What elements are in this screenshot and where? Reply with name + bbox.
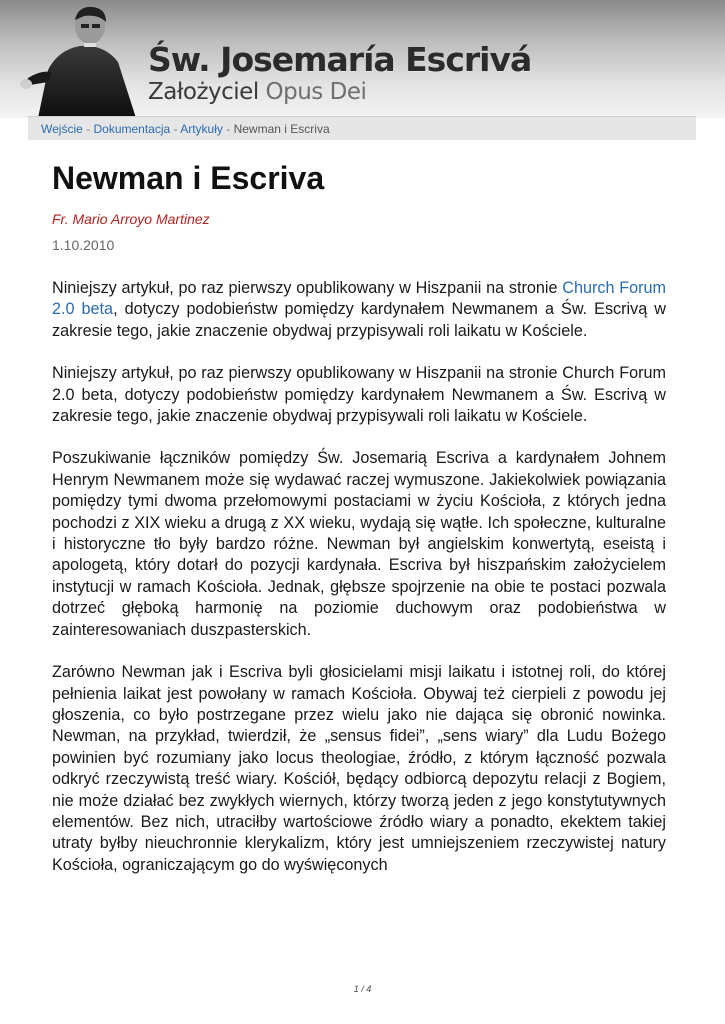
site-subtitle [148,79,366,105]
site-header [0,0,725,118]
breadcrumb-separator: - [226,122,231,136]
breadcrumb-link-documentation[interactable]: Dokumentacja [93,122,171,136]
site-subtitle-opus-dei: Opus Dei [265,79,367,105]
breadcrumb-separator: - [173,122,178,136]
breadcrumb-separator: - [86,122,91,136]
breadcrumb-link-articles[interactable]: Artykuły [180,122,223,136]
paragraph-3: Poszukiwanie łączników pomiędzy Św. Josemarią Escriva a kardynałem Johnem Henrym Newmanem może się wydawać raczej wymuszone. Jakiekolwiek powiązania pomiędzy tymi dwoma przełomowymi postaciami w życiu Kościoła, z których jedna pochodzi z XIX wieku a drugą z XX wieku, wydają się wątłe. Ich społeczne, kulturalne i historyczne tło były bardzo różne. Newman był angielskim konwertytą, eseistą i apologetą, który dotarł do pozycji kardynała. Escriva był hiszpańskim założycielem instytucji w ramach Kościoła. Jednak, głębsze spojrzenie na obie te postaci pozwala dotrzeć głęboką harmonię na poziomie duchowym oraz podobieństwa w zainteresowaniach duszpasterskich. [52,449,666,639]
article-body [52,278,666,876]
paragraph-1-text-start: Niniejszy artykuł, po raz pierwszy opublikowany w Hiszpanii na stronie [52,279,563,297]
article-date: 1.10.2010 [52,237,115,253]
article-author: Fr. Mario Arroyo Martinez [52,211,210,227]
church-forum-link[interactable]: Church Forum 2.0 beta [52,279,666,319]
breadcrumb [28,116,696,140]
page-number: 1 / 4 [353,984,372,994]
breadcrumb-link-home[interactable]: Wejście [41,122,83,136]
breadcrumb-current: Newman i Escriva [233,122,330,136]
site-title: Św. Josemaría Escrivá [148,40,532,79]
paragraph-2: Niniejszy artykuł, po raz pierwszy opublikowany w Hiszpanii na stronie Church Forum 2.0 beta, dotyczy podobieństw pomiędzy kardynałem Newmanem a Św. Escrivą w zakresie tego, jakie znaczenie obydwaj przypisywali roli laikatu w Kościele. [52,364,666,426]
priest-photo-icon [18,0,148,118]
article-title: Newman i Escriva [52,160,325,196]
paragraph-1-text-end: , dotyczy podobieństw pomiędzy kardynałem Newmanem a Św. Escrivą w zakresie tego, jakie znaczenie obydwaj przypisywali roli laikatu w Kościele. [52,300,666,340]
paragraph-4: Zarówno Newman jak i Escriva byli głosicielami misji laikatu i istotnej roli, do której pełnienia laikat jest powołany w ramach Kościoła. Obywaj też cierpieli z powodu jej głoszenia, co było postrzegane przez wielu jako nie dająca się obronić nowinka. Newman, na przykład, twierdził, że „sensus fidei”, „sens wiary” dla Ludu Bożego powinien być rozumiany jako locus theologiae, źródło, z którym łączność pozwala odkryć rzeczywistą treść wiary. Kościół, będący odbiorcą depozytu relacji z Bogiem, nie może działać bez zwykłych wiernych, którzy tworzą jeden z jego konstytutywnych elementów. Bez nich, utraciłby wartościowe źródło wiary a ponadto, ekektem takiej utraty byłby nieuchronnie klerykalizm, który jest umniejszeniem rzeczywistej natury Kościoła, ograniczającym go do wyświęconych [52,663,666,874]
article [52,158,666,897]
site-subtitle-founder: Założyciel [148,79,259,105]
paragraph-1 [52,278,666,342]
